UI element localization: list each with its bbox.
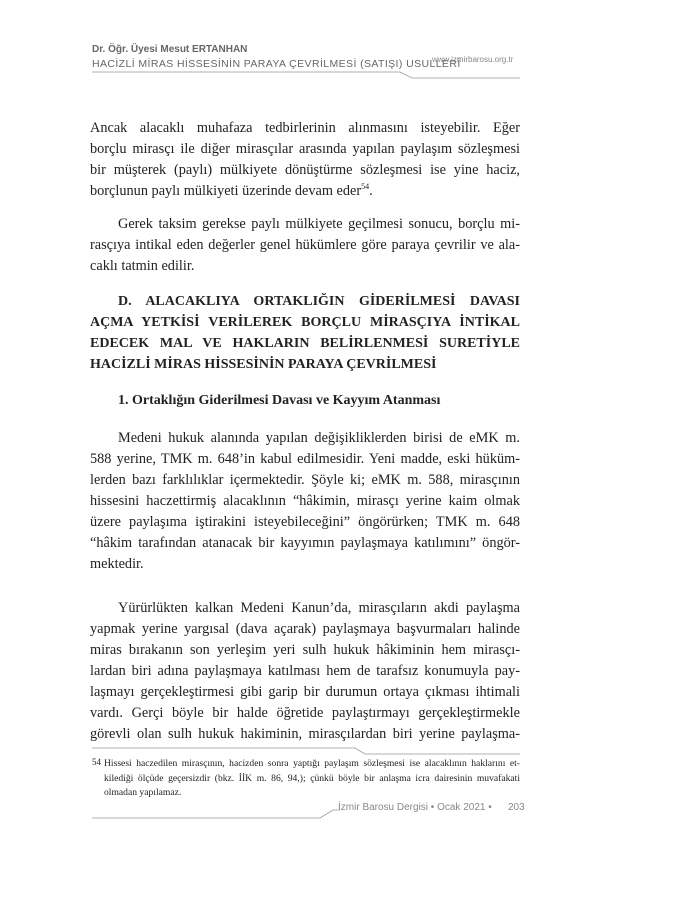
footnote-line: olmadan yapılamaz.	[104, 787, 182, 798]
text-line: Medeni hukuk alanında yapılan değişikliklerden birisi de eMK m.	[118, 430, 520, 446]
text-line: mektedir.	[90, 556, 144, 572]
text-line: görevli olan sulh hukuk hakiminin, mirasçılardan biri yerine paylaşma-	[90, 726, 520, 742]
text-line: “hâkim tarafından atanacak bir kayyımın paylaşmaya katılımını” öngör-	[90, 535, 520, 551]
heading-line: EDECEK MAL VE HAKLARIN BELİRLENMESİ SURETİYLE	[90, 336, 520, 351]
heading-line: AÇMA YETKİSİ VERİLEREK BORÇLU MİRASÇIYA İNTİKAL	[90, 315, 520, 330]
text-line: 588 yerine, TMK m. 648’in kabul edilmesidir. Yeni madde, eski hüküm-	[90, 451, 520, 467]
section-heading	[90, 291, 520, 375]
subheading: 1. Ortaklığın Giderilmesi Davası ve Kayyım Atanması	[118, 393, 441, 408]
footnote-ref[interactable]: 54	[361, 182, 370, 192]
text-line: borçlu mirasçı ile diğer mirasçılar arasında yapılan paylaşım sözleşmesi	[90, 141, 520, 157]
paragraph-1: Ancak alacaklı muhafaza tedbirlerinin alınmasını isteyebilir. Eğer borçlu mirasçı ile diğer mirasçılar arasında yapılan paylaşım sözleşmesi bir müşterek (paylı) mülkiyete dönüştürme sözleşmesi ise yine haciz, borçlunun paylı mülkiyeti üzerinde devam eder$^{54}$.	[90, 120, 520, 199]
page-number: 203	[508, 802, 525, 813]
footnote-number: 54	[92, 757, 101, 767]
footnote-line: kilediği ölçüde geçersizdir (bkz. İİK m. 86, 94,); çünkü böyle bir anlaşma icra dairesinin muvafakati	[104, 772, 520, 784]
paragraph-3	[90, 428, 520, 575]
heading-line: D. ALACAKLIYA ORTAKLIĞIN GİDERİLMESİ DAVASI	[118, 294, 520, 309]
heading-line: HACİZLİ MİRAS HİSSESİNİN PARAYA ÇEVRİLMESİ	[90, 357, 437, 372]
footnote	[92, 757, 520, 801]
footer-journal: İzmir Barosu Dergisi • Ocak 2021 •	[338, 802, 492, 813]
text-line: caklı tatmin edilir.	[90, 258, 195, 274]
text-line: lerden bazı farklılıklar içermektedir. Şöyle ki; eMK m. 588, mirasçının	[90, 472, 520, 488]
header-title: HACİZLİ MİRAS HİSSESİNİN PARAYA ÇEVRİLMESİ (SATIŞI) USULLERİ	[92, 58, 461, 70]
text-line: Gerek taksim gerekse paylı mülkiyete geçilmesi sonucu, borçlu mi-	[118, 216, 520, 232]
text-line: yapmak yerine yargısal (dava açarak) paylaşmaya başvurmaları halinde	[90, 621, 520, 637]
paragraph-2	[90, 214, 520, 277]
paragraph-4	[90, 598, 520, 745]
text-line: rasçıya intikal eden değerler genel hükümlere göre paraya çevrilir ve ala-	[90, 237, 520, 253]
text-line: borçlunun paylı mülkiyeti üzerinde devam eder	[90, 183, 362, 199]
header-url: www.izmirbarosu.org.tr	[432, 55, 514, 64]
header-author: Dr. Öğr. Üyesi Mesut ERTANHAN	[92, 44, 248, 55]
text-line: lardan biri adına paylaşmaya katılması hem de tarafsız konumuyla pay-	[90, 663, 520, 679]
text-line: hissesini haczettirmiş alacaklının “hâkimin, mirasçı yerine kaim olmak	[90, 493, 520, 509]
text-line: laşmayı gerçekleştirmesi gibi garip bir durumun ortaya çıkması ihtimali	[90, 684, 520, 700]
text-line: üzere paylaşıma iştirakini isteyebileceğini” öngörürken; TMK m. 648	[90, 514, 520, 530]
text-line: Ancak alacaklı muhafaza tedbirlerinin alınmasını isteyebilir. Eğer	[90, 120, 520, 136]
footnote-line: Hissesi haczedilen mirasçının, hacizden sonra yaptığı paylaşım sözleşmesi ise alacaklının haklarını et-	[104, 758, 520, 769]
text-line: bir müşterek (paylı) mülkiyete dönüştürme sözleşmesi ise yine haciz,	[90, 162, 520, 178]
text-line: miras bırakanın son yerleşim yeri sulh hukuk hâkiminin hem mirasçı-	[90, 642, 520, 658]
text-line: Yürürlükten kalkan Medeni Kanun’da, mirasçıların akdi paylaşma	[118, 600, 520, 616]
text-line: vardı. Gerçi böyle bir halde öğretide paylaştırmayı gerçekleştirmekle	[90, 705, 520, 721]
